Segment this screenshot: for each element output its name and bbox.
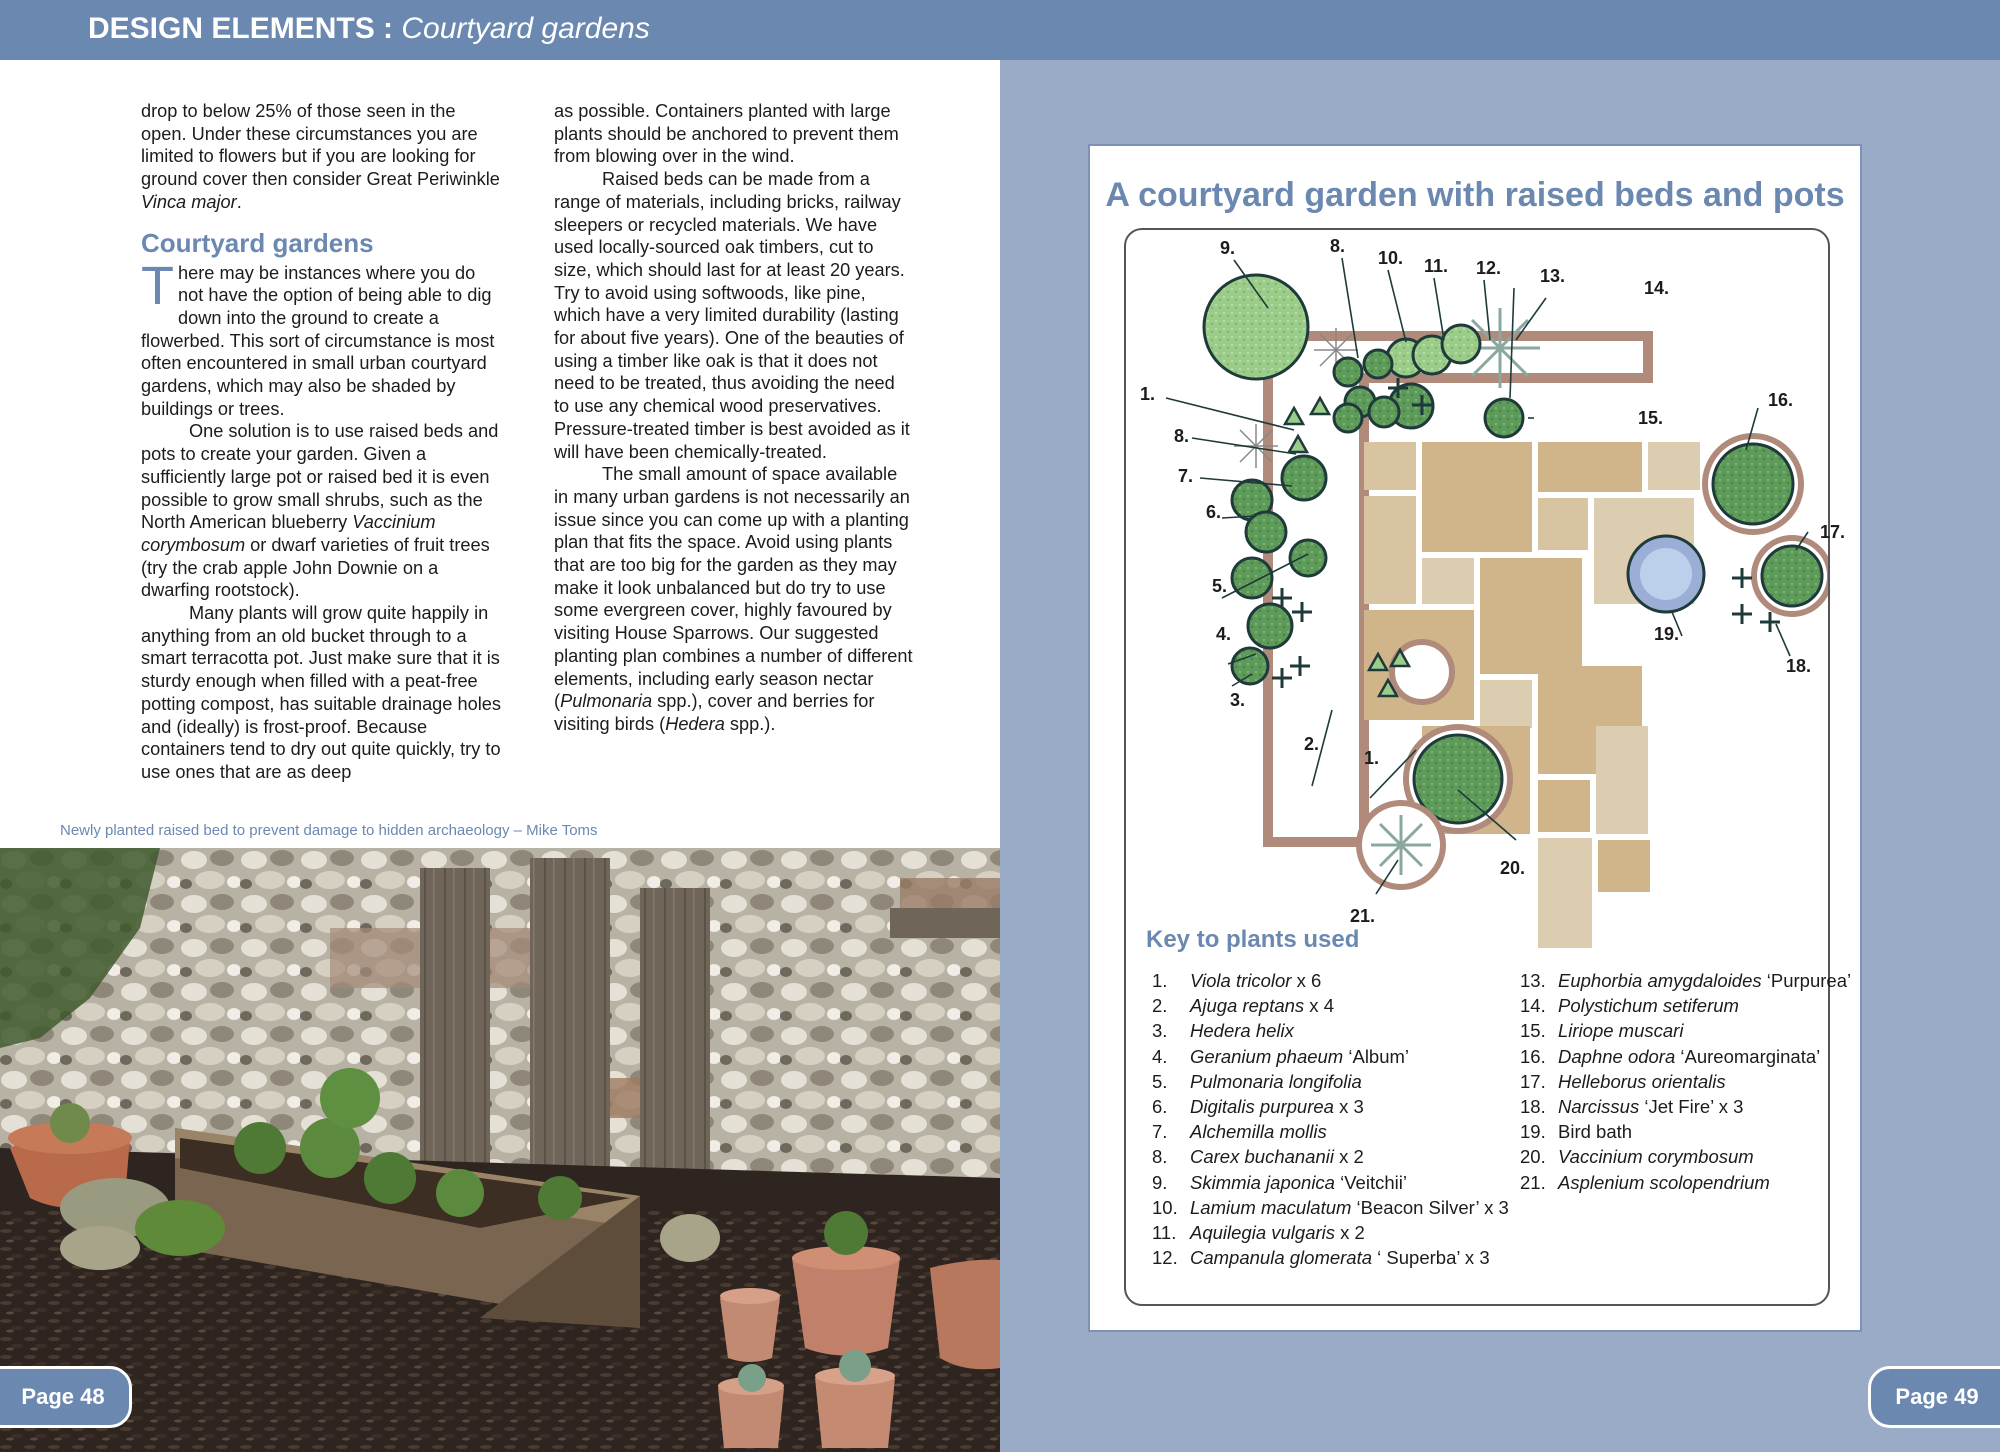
plan-label: 11. [1424, 256, 1449, 276]
key-item: 8. Carex buchananii x 2 [1152, 1146, 1364, 1168]
plan-label: 18. [1786, 656, 1812, 676]
text-column-2 [554, 100, 914, 736]
plan-label: 4. [1216, 624, 1232, 644]
key-item: 16. Daphne odora ‘Aureomarginata’ [1520, 1045, 1821, 1067]
paragraph: as possible. Containers planted with large plants should be anchored to prevent them from blowing over in the wind. [554, 101, 899, 167]
plan-title: A courtyard garden with raised beds and pots [1105, 176, 1845, 214]
key-item: 13. Euphorbia amygdaloides ‘Purpurea’ [1520, 970, 1852, 991]
paragraph: drop to below 25% of those seen in the open. Under these circumstances you are limited to flowers but if you are looking for ground cover then consider Great Periwinkle Vinca major. [141, 101, 500, 212]
paragraph: There may be instances where you do not have the option of being able to dig down into the ground to create a flowerbed. This sort of circumstance is most often encountered in small urban courtyard gardens, which may also be shaded by buildings or trees. [141, 255, 495, 419]
key-item: 5. Pulmonaria longifolia [1152, 1070, 1362, 1092]
subheading: Courtyard gardens [141, 227, 374, 258]
plan-label: 19. [1654, 624, 1680, 644]
key-item: 17. Helleborus orientalis [1520, 1070, 1726, 1092]
key-item: 11. Aquilegia vulgaris x 2 [1152, 1222, 1365, 1244]
running-header [88, 12, 650, 46]
drop-cap: T [141, 255, 174, 316]
paragraph: The small amount of space available in many urban gardens is not necessarily an issue since you can come up with a planting plan that fits the space. Avoid using plants that are too big for the garden as they may make it look unbalanced but do try to use some evergreen cover, highly favoured by visiting House Sparrows. Our suggested planting plan combines a number of different elements, including early season nectar (Pulmonaria spp.), cover and berries for visiting birds (Hedera spp.). [554, 464, 913, 734]
header-bar [0, 0, 1000, 60]
key-item: 2. Ajuga reptans x 4 [1152, 995, 1334, 1017]
plan-label: 17. [1820, 522, 1846, 542]
key-item: 3. Hedera helix [1152, 1020, 1294, 1042]
key-item: 10. Lamium maculatum ‘Beacon Silver’ x 3 [1152, 1196, 1509, 1218]
plan-label: 8. [1330, 236, 1346, 256]
key-item: 20. Vaccinium corymbosum [1520, 1146, 1754, 1168]
plan-label: 5. [1212, 576, 1228, 596]
key-item: 9. Skimmia japonica ‘Veitchii’ [1152, 1171, 1407, 1193]
plan-label: 10. [1378, 248, 1404, 268]
key-heading: Key to plants used [1146, 926, 1360, 953]
page-number-right: Page 49 [1868, 1366, 2000, 1428]
plan-label: 15. [1638, 408, 1664, 428]
plan-label: 2. [1304, 734, 1320, 754]
photo-caption: Newly planted raised bed to prevent damage to hidden archaeology – Mike Toms [60, 822, 598, 839]
header-topic: Courtyard gardens [401, 12, 650, 45]
plan-label: 20. [1500, 858, 1526, 878]
key-item: 12. Campanula glomerata ‘ Superba’ x 3 [1152, 1247, 1490, 1269]
key-item: 21. Asplenium scolopendrium [1520, 1171, 1770, 1193]
text-column-1 [141, 100, 501, 784]
page-number-left: Page 48 [0, 1366, 132, 1428]
key-item: 1. Viola tricolor x 6 [1152, 970, 1322, 991]
header-section: DESIGN ELEMENTS : [88, 12, 394, 45]
plan-label: 14. [1644, 278, 1670, 298]
key-item: 7. Alchemilla mollis [1152, 1121, 1327, 1143]
plan-label: 7. [1178, 466, 1194, 486]
key-item: 19. Bird bath [1520, 1121, 1633, 1143]
plan-label: 1. [1364, 748, 1380, 768]
plan-label: 12. [1476, 258, 1502, 278]
header-bar-right [1000, 0, 2000, 60]
plan-label: 3. [1230, 690, 1246, 710]
planting-plan-panel [1088, 144, 1862, 1332]
plan-label: 8. [1174, 426, 1190, 446]
key-item: 15. Liriope muscari [1520, 1020, 1684, 1042]
key-item: 14. Polystichum setiferum [1520, 995, 1739, 1017]
paragraph: Many plants will grow quite happily in anything from an old bucket through to a smart terracotta pot. Just make sure that it is sturdy enough when filled with a peat-free potting compost, has suitable drainage holes and (ideally) is frost-proof. Because containers tend to dry out quite quickly, try to use ones that are as deep [141, 603, 501, 782]
plan-label: 9. [1220, 238, 1236, 258]
raised-bed-photo [0, 848, 1000, 1452]
key-column-2 [1520, 968, 1851, 1195]
plan-label: 6. [1206, 502, 1222, 522]
key-item: 4. Geranium phaeum ‘Album’ [1152, 1045, 1410, 1067]
key-item: 18. Narcissus ‘Jet Fire’ x 3 [1520, 1096, 1744, 1118]
plan-label: 1. [1140, 384, 1156, 404]
plan-label: 21. [1350, 906, 1376, 926]
plan-label: 13. [1540, 266, 1566, 286]
key-item: 6. Digitalis purpurea x 3 [1152, 1096, 1364, 1118]
paragraph: Raised beds can be made from a range of materials, including bricks, railway sleepers or recycled materials. We have used locally-sourced oak timbers, cut to size, which should last for at least 20 years. Try to avoid using softwoods, like pine, which have a very limited durability (lasting for about five years). One of the beauties of using a timber like oak is that it does not need to be treated, thus avoiding the need to use any chemical wood preservatives. Pressure-treated timber is best avoided as it will have been chemically-treated. [554, 169, 910, 462]
plan-label: 16. [1768, 390, 1794, 410]
paragraph: One solution is to use raised beds and pots to create your garden. Given a sufficiently large pot or raised bed it is even possible to grow small shrubs, such as the North American blueberry Vaccinium corymbosum or dwarf varieties of fruit trees (try the crab apple John Downie on a dwarfing rootstock). [141, 421, 499, 601]
key-column-1 [1152, 968, 1509, 1270]
